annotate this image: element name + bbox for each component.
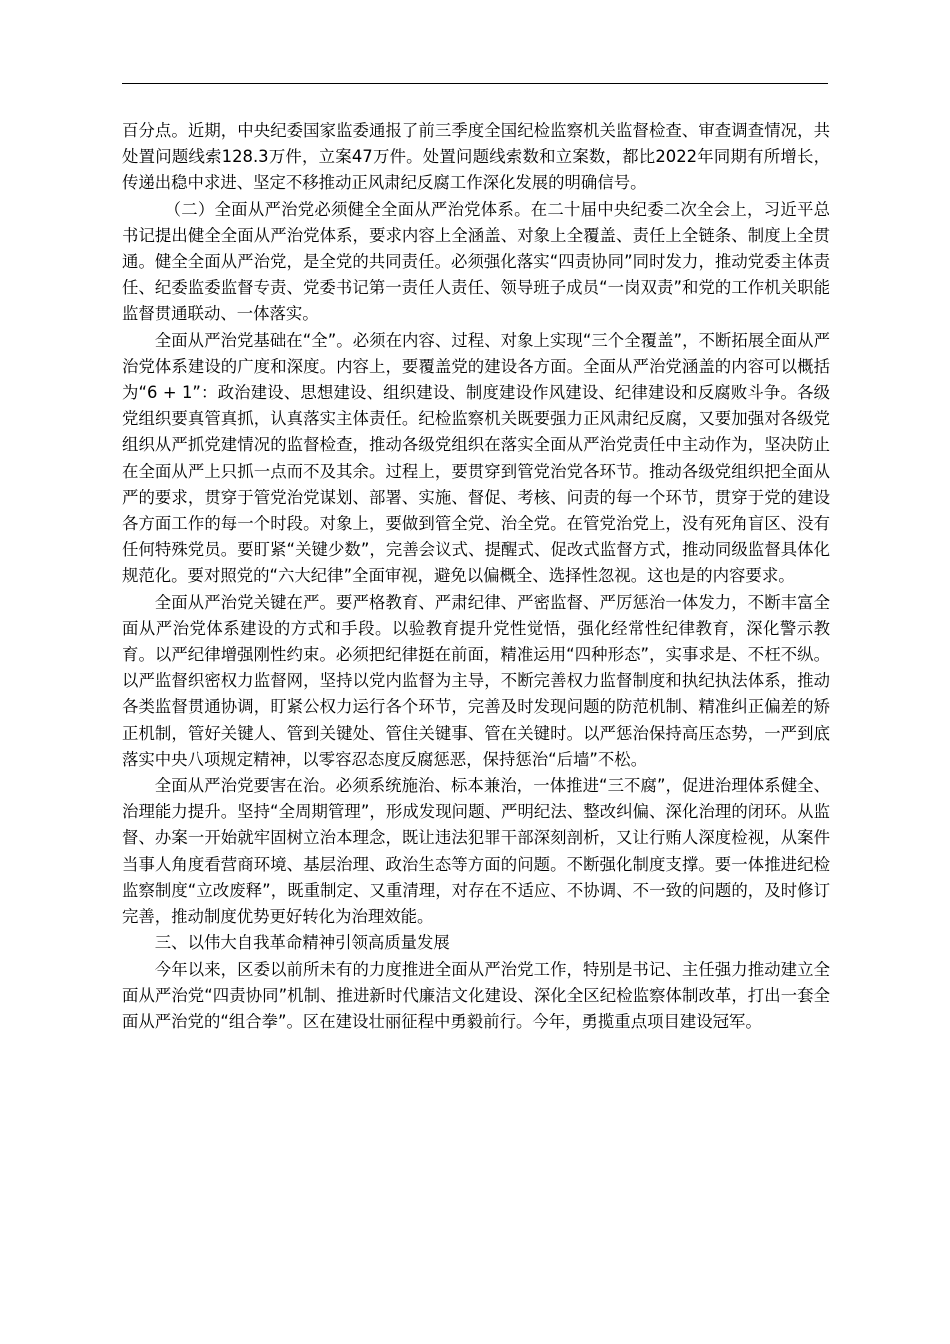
paragraph-district: 今年以来，区委以前所未有的力度推进全面从严治党工作，特别是书记、主任强力推动建立全面从严治党“四责协同”机制、推进新时代廉洁文化建设、深化全区纪检监察体制改革，打出一套全面从严治党的“组合拳”。区在建设壮丽征程中勇毅前行。今年，勇揽重点项目建设冠军。 bbox=[122, 959, 830, 1031]
paragraph-section-two: （二）全面从严治党必须健全全面从严治党体系。在二十届中央纪委二次全会上，习近平总书记提出健全全面从严治党体系，要求内容上全涵盖、对象上全覆盖、责任上全链条、制度上全贯通。健全全面从严治党，是全党的共同责任。必须强化落实“四责协同”同时发力，推动党委主体责任、纪委监委监督专责、党委书记第一责任人责任、领导班子成员“一岗双责”和党的工作机关职能监督贯通联动、一体落实。 bbox=[122, 199, 830, 324]
paragraph-zhi: 全面从严治党要害在治。必须系统施治、标本兼治，一体推进“三不腐”，促进治理体系健全、治理能力提升。坚持“全周期管理”，形成发现问题、严明纪法、整改纠偏、深化治理的闭环。从监督、办案一开始就牢固树立治本理念，既让违法犯罪干部深刻剖析，又让行贿人深度检视，从案件当事人角度看营商环境、基层治理、政治生态等方面的问题。不断强化制度支撑。要一体推进纪检监察制度“立改废释”，既重制定、又重清理，对存在不适应、不协调、不一致的问题的，及时修订完善，推动制度优势更好转化为治理效能。 bbox=[122, 776, 830, 927]
paragraph-quan: 全面从严治党基础在“全”。必须在内容、过程、对象上实现“三个全覆盖”，不断拓展全面从严治党体系建设的广度和深度。内容上，要覆盖党的建设各方面。全面从严治党涵盖的内容可以概括为“6 + 1”：政治建设、思想建设、组织建设、制度建设作风建设、纪律建设和反腐败斗争。各级党组织要真管真抓，认真落实主体责任。纪检监察机关既要强力正风肃纪反腐，又要加强对各级党组织从严抓党建情况的监督检查，推动各级党组织在落实全面从严治党责任中主动作为，坚决防止在全面从严上只抓一点而不及其余。过程上，要贯穿到管党治党各环节。推动各级党组织把全面从严的要求，贯穿于管党治党谋划、部署、实施、督促、考核、问责的每一个环节，贯穿于党的建设各方面工作的每一个时段。对象上，要做到管全党、治全党。在管党治党上，没有死角盲区、没有任何特殊党员。要盯紧“关键少数”，完善会议式、提醒式、促改式监督方式，推动同级监督具体化规范化。要对照党的“六大纪律”全面审视，避免以偏概全、选择性忽视。这也是的内容要求。 bbox=[122, 330, 830, 586]
paragraph-continuation: 百分点。近期，中央纪委国家监委通报了前三季度全国纪检监察机关监督检查、审查调查情况，共处置问题线索128.3万件，立案47万件。处置问题线索数和立案数，都比2022年同期有所增长，传递出稳中求进、坚定不移推动正风肃纪反腐工作深化发展的明确信号。 bbox=[122, 121, 830, 193]
paragraph-yan: 全面从严治党关键在严。要严格教育、严肃纪律、严密监督、严厉惩治一体发力，不断丰富全面从严治党体系建设的方式和手段。以验教育提升党性觉悟，强化经常性纪律教育，深化警示教育。以严纪律增强刚性约束。必须把纪律挺在前面，精准运用“四种形态”，实事求是、不枉不纵。以严监督织密权力监督网，坚持以党内监督为主导，不断完善权力监督制度和执纪执法体系，推动各类监督贯通协调，盯紧公权力运行各个环节，完善及时发现问题的防范机制、精准纠正偏差的矫正机制，管好关键人、管到关键处、管住关键事、管在关键时。以严惩治保持高压态势，一严到底落实中央八项规定精神，以零容忍态度反腐惩恶，保持惩治“后墙”不松。 bbox=[122, 592, 830, 769]
section-heading-three: 三、以伟大自我革命精神引领高质量发展 bbox=[154, 933, 450, 953]
document-body bbox=[122, 118, 830, 1035]
header-rule bbox=[122, 83, 828, 84]
